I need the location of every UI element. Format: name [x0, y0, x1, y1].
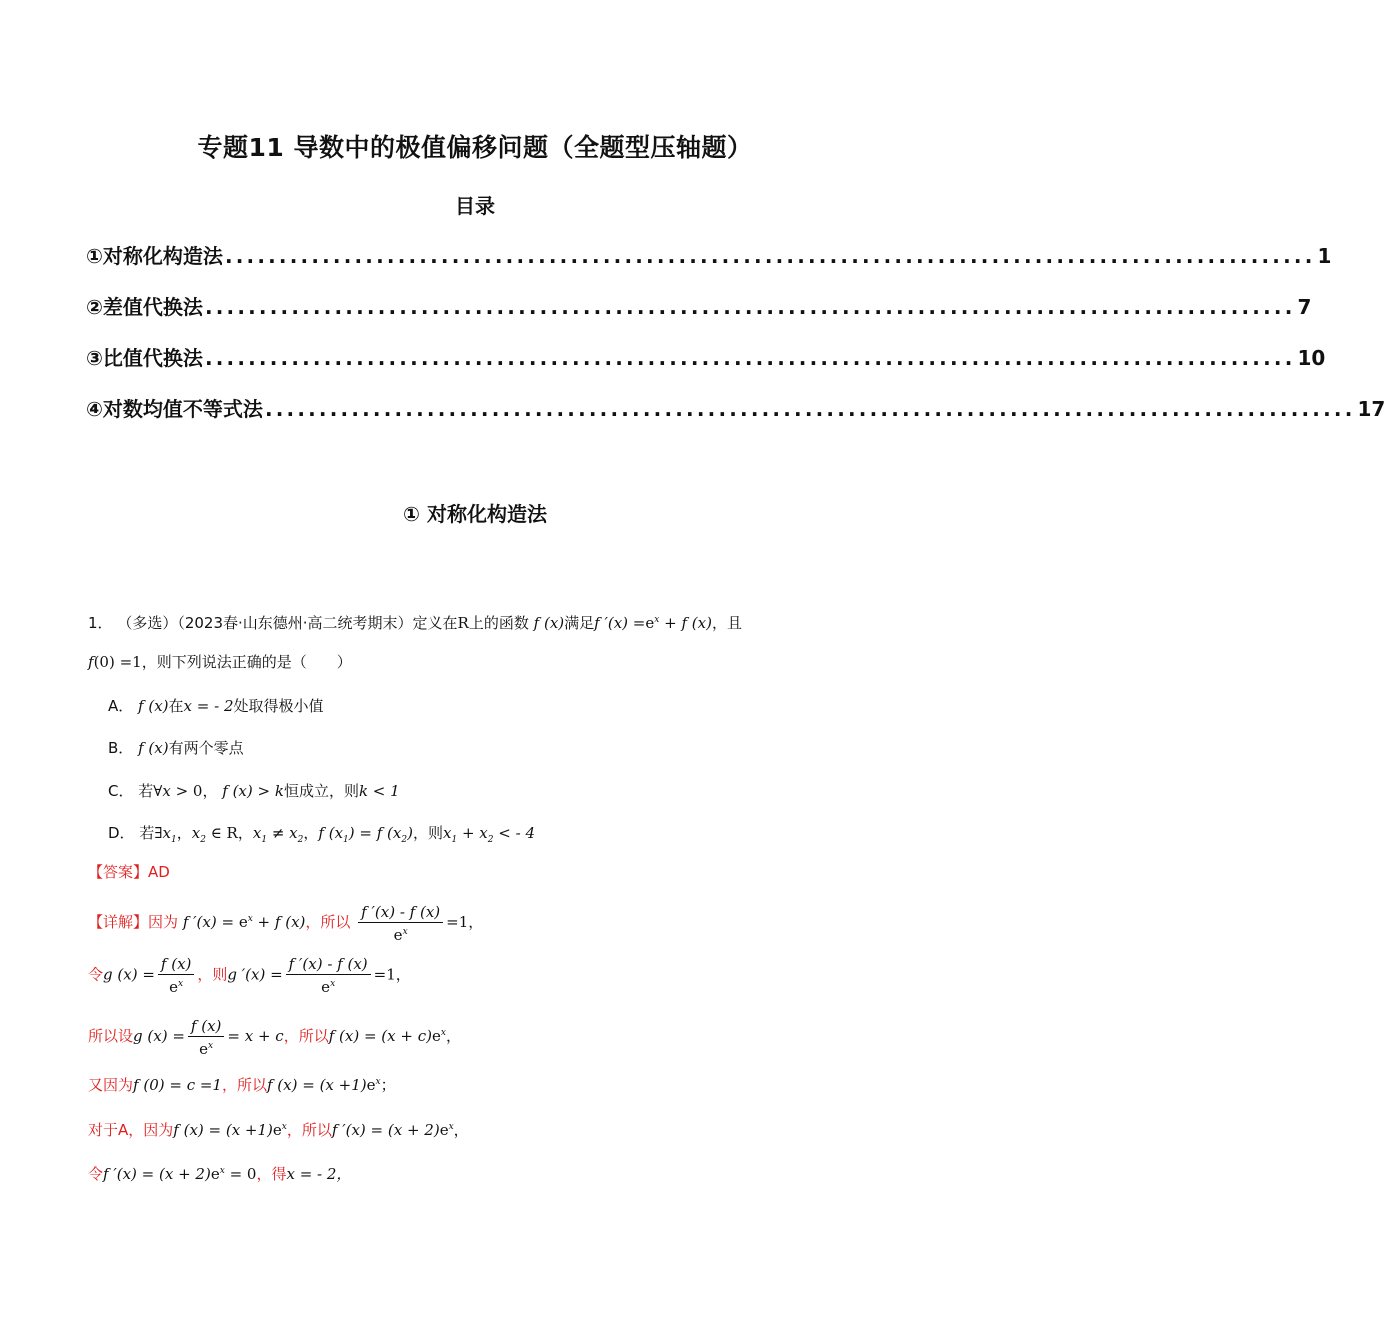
- toc-entry-page: 17: [1357, 397, 1385, 421]
- question-stem-line2: f(0) =1，则下列说法正确的是（ ）: [88, 653, 352, 671]
- option-text: 有两个零点: [168, 739, 244, 757]
- fraction: $\frac{f '(x) - f (x)}{e^x}$: [286, 954, 371, 996]
- toc-leader-dots: .....................................................................................................: [204, 346, 1296, 370]
- toc-entry-page: 1: [1317, 244, 1332, 268]
- option-letter: C．: [108, 782, 134, 800]
- detail-text: 令: [88, 965, 104, 984]
- detail-text: ，所以: [286, 1121, 332, 1139]
- toc-entry[interactable]: [86, 291, 1312, 342]
- toc-entry[interactable]: [86, 393, 1385, 444]
- fraction: $\frac{f (x)}{e^x}$: [188, 1016, 224, 1058]
- option-letter: B．: [108, 739, 134, 757]
- formula: f (x): [533, 614, 565, 632]
- detail-text: ，所以: [305, 913, 351, 931]
- toc-entry-label: ③比值代换法: [86, 346, 203, 370]
- formula: k < 1: [358, 782, 400, 800]
- formula: f ′(x) =: [594, 614, 646, 632]
- option-a[interactable]: [108, 696, 324, 716]
- question-stem-line1: 1． （多选）（2023春·山东德州·高二统考期末）定义在R上的函数 f (x)满足f $'(x) =e^x + f$ (x)，且: [88, 614, 742, 632]
- stem-text: 满足: [564, 614, 595, 632]
- toc-leader-dots: .....................................................................................................: [224, 244, 1316, 268]
- option-letter: A．: [108, 697, 134, 715]
- detail-text: 又因为: [88, 1076, 134, 1094]
- detail-line6: 令f $'(x) = (x + 2)e^x = 0$，得x = - 2，: [88, 1165, 352, 1183]
- formula: f: [88, 653, 94, 671]
- toc-heading: 目录: [455, 194, 495, 218]
- toc-entry[interactable]: [86, 342, 1326, 393]
- stem-text: ，且: [711, 614, 742, 632]
- toc-entry-label: ①对称化构造法: [86, 244, 223, 268]
- option-d[interactable]: D． 若$\exists x_1$，$x_2$ ∈ R，$x_1 \ne x_2$，f $(x_1) = f$ $(x_2)$，则$x_1 + x_2$ < - 4: [108, 824, 535, 845]
- detail-text: ，所以: [221, 1076, 267, 1094]
- detail-text: ，得: [256, 1165, 287, 1183]
- answer-line: [88, 862, 170, 882]
- formula: f (x): [138, 739, 169, 757]
- option-text: 若: [139, 824, 155, 842]
- section-heading: ① 对称化构造法: [403, 502, 547, 526]
- detail-line4: 又因为f (0) = c =1，所以f $(x) = (x +1)e^x$；: [88, 1076, 396, 1094]
- fraction: $\frac{f '(x) - f (x)}{e^x}$: [358, 902, 443, 944]
- toc-entry-label: ④对数均值不等式法: [86, 397, 263, 421]
- question-number: 1．: [88, 614, 113, 632]
- table-of-contents: [86, 240, 1385, 444]
- option-text: 恒成立，则: [283, 782, 359, 800]
- set-r: R: [457, 614, 469, 632]
- option-text: 若: [138, 782, 154, 800]
- toc-entry-page: 10: [1297, 346, 1326, 370]
- question-source: （多选）（2023春·山东德州·高二统考期末）定义在: [117, 614, 458, 632]
- option-text: 在: [168, 697, 184, 715]
- toc-leader-dots: .....................................................................................................: [204, 295, 1296, 319]
- toc-leader-dots: .....................................................................................................: [264, 397, 1356, 421]
- answer-label: 【答案】: [88, 863, 149, 881]
- detail-line5: 对于A，因为f $(x) = (x +1)e^x$，所以f $'(x) = (x + 2)e^x$，: [88, 1121, 469, 1139]
- option-letter: D．: [108, 824, 135, 842]
- detail-line1: 【详解】因为 f $'(x) = e^x + f$ (x)，所以 $\frac{f '(x) - f (x)}{e^x}$ =1，: [88, 902, 484, 944]
- option-c[interactable]: C． 若∀x > 0， f (x) > k恒成立，则k < 1: [108, 782, 400, 800]
- detail-line2: 令g (x) = $\frac{f (x)}{e^x}$ ，则g ′(x) = $\frac{f '(x) - f (x)}{e^x}$ =1，: [88, 955, 411, 996]
- detail-text: 令: [88, 1165, 104, 1183]
- toc-entry-label: ②差值代换法: [86, 295, 203, 319]
- option-text: ，则: [412, 824, 443, 842]
- answer-value: AD: [148, 863, 170, 881]
- stem-text: 上的函数: [468, 614, 529, 632]
- toc-entry[interactable]: [86, 240, 1332, 291]
- detail-text: 因为: [148, 913, 179, 931]
- option-text: 处取得极小值: [233, 697, 324, 715]
- detail-text: ，所以: [283, 1027, 329, 1045]
- detail-text: ，则: [197, 965, 228, 984]
- formula: f (x): [138, 697, 169, 715]
- detail-text: 对于A，因为: [88, 1121, 174, 1139]
- document-title: 专题11 导数中的极值偏移问题（全题型压轴题）: [197, 133, 753, 162]
- detail-label: 【详解】: [88, 913, 149, 931]
- fraction: $\frac{f (x)}{e^x}$: [158, 954, 194, 996]
- formula: x = - 2: [183, 697, 234, 715]
- option-b[interactable]: [108, 738, 244, 758]
- stem-text: ，则下列说法正确的是（ ）: [141, 653, 352, 671]
- detail-line3: 所以设g (x) = $\frac{f (x)}{e^x}$ = x + c，所以f $(x) = (x + c)e^x$，: [88, 1016, 461, 1058]
- detail-text: 所以设: [88, 1027, 134, 1045]
- toc-entry-page: 7: [1297, 295, 1312, 319]
